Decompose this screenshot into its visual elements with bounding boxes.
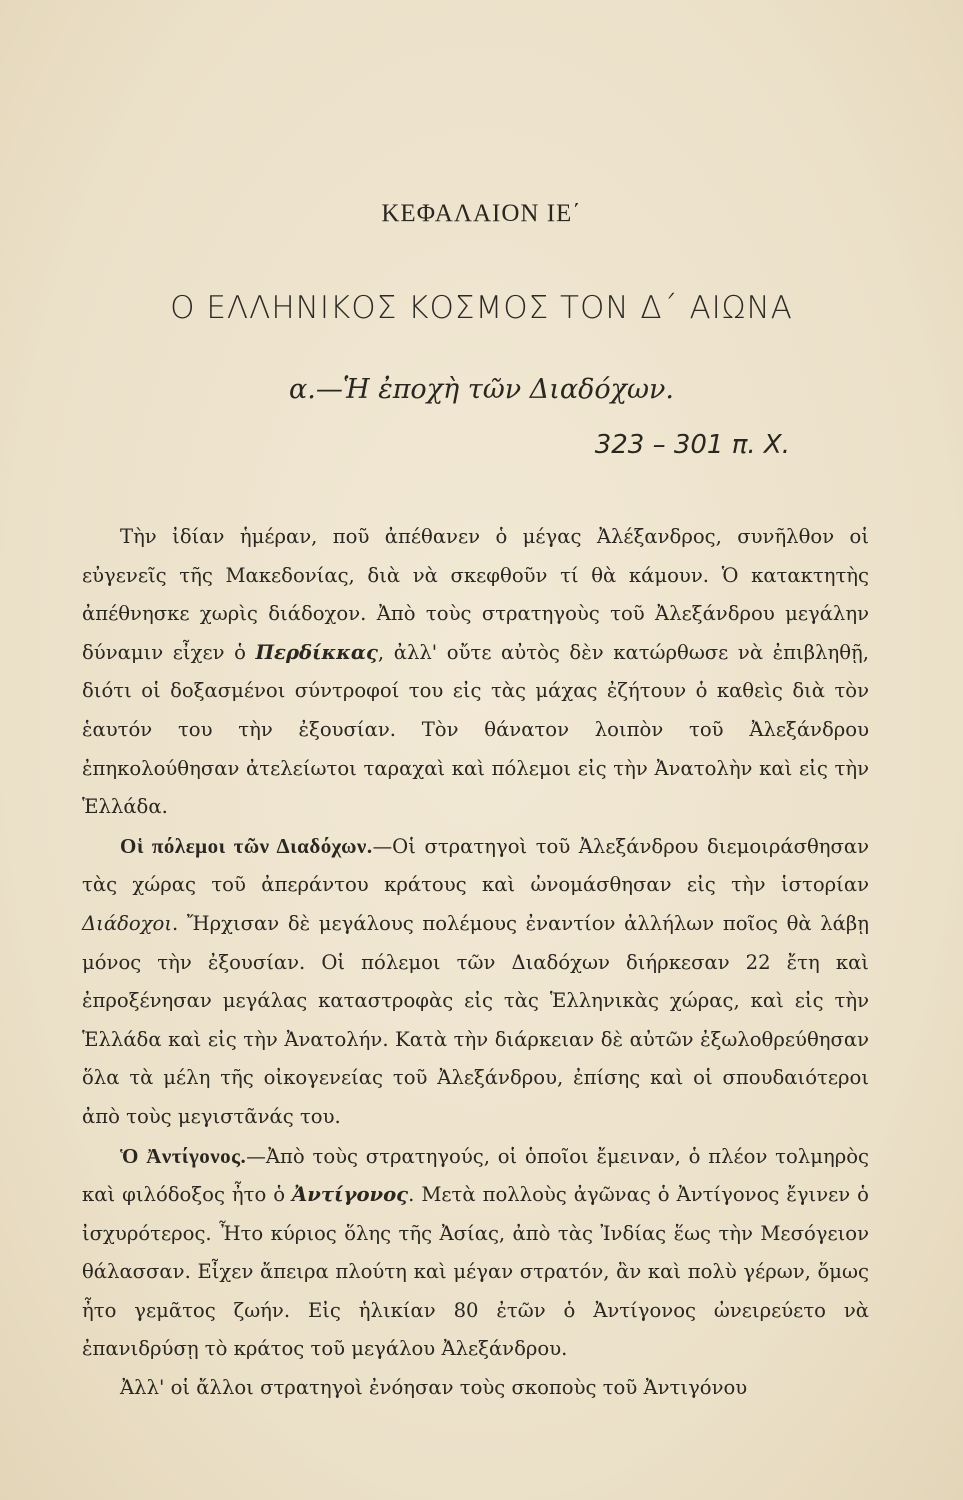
paragraph-text: Τὴν ἰδίαν ἡμέραν, ποῦ ἀπέθανεν ὁ μέγας Ἀλέξανδρος, συνῆλθον οἱ εὐγενεῖς τῆς Μακεδονίας, διὰ νὰ σκεφθοῦν τί θὰ κάμουν. Ὁ κατακτητὴς ἀπέθνησκε χωρὶς διάδοχον. Ἀπὸ τοὺς στρατηγοὺς τοῦ Ἀλεξάνδρου μεγάλην δύναμιν εἶχεν ὁ bbox=[82, 525, 869, 664]
section-subtitle: α.—Ἡ ἐποχὴ τῶν Διαδόχων. bbox=[289, 374, 674, 405]
paragraph-text: . Μετὰ πολλοὺς ἀγῶνας ὁ Ἀντίγονος ἔγινεν ὁ ἰσχυρότερος. Ἦτο κύριος ὅλης τῆς Ἀσίας, ἀπὸ τὰς Ἰνδίας ἕως τὴν Μεσόγειον θάλασσαν. Εἶχεν ἄπειρα πλούτη καὶ μέγαν στρατόν, ἂν καὶ πολὺ γέρων, ὅμως ἦτο γεμᾶτος ζωήν. Εἰς ἡλικίαν 80 ἐτῶν ὁ Ἀντίγονος ὠνειρεύετο νὰ ἐπανιδρύσῃ τὸ κράτος τοῦ μεγάλου Ἀλεξάνδρου. bbox=[82, 1183, 869, 1361]
paragraph-text: —Οἱ στρατηγοὶ τοῦ Ἀλεξάνδρου διεμοιράσθησαν τὰς χώρας τοῦ ἀπεράντου κράτους καὶ ὠνομάσθησαν εἰς τὴν ἱστορίαν bbox=[82, 834, 869, 897]
paragraph-text: . Ἤρχισαν δὲ μεγάλους πολέμους ἐναντίον ἀλλήλων ποῖος θὰ λάβῃ μόνος τὴν ἐξουσίαν. Οἱ πόλεμοι τῶν Διαδόχων διήρκεσαν 22 ἔτη καὶ ἐπροξένησαν μεγάλας καταστροφὰς εἰς τὰς Ἑλληνικὰς χώρας, καὶ εἰς τὴν Ἑλλάδα καὶ εἰς τὴν Ἀνατολήν. Κατὰ τὴν διάρκειαν δὲ αὐτῶν ἐξωλοθρεύθησαν ὅλα τὰ μέλη τῆς οἰκογενείας τοῦ Ἀλεξάνδρου, ἐπίσης καὶ οἱ σπουδαιότεροι ἀπὸ τοὺς μεγιστᾶνάς του. bbox=[82, 911, 869, 1128]
chapter-heading: ΚΕΦΑΛΑΙΟΝ ΙΕ΄ bbox=[381, 200, 582, 227]
paragraph-2 bbox=[82, 827, 869, 1137]
paragraph-3 bbox=[82, 1137, 869, 1370]
emphasized-name: Περδίκκας bbox=[255, 640, 378, 664]
date-range: 323 – 301 π. Χ. bbox=[594, 430, 790, 460]
paragraph-1 bbox=[82, 518, 869, 827]
chapter-title: Ο ΕΛΛΗΝΙΚΟΣ ΚΟΣΜΟΣ ΤΟΝ Δ΄ ΑΙΩΝΑ bbox=[170, 290, 793, 326]
emphasized-term: Διάδοχοι bbox=[82, 911, 173, 935]
paragraph-4 bbox=[82, 1369, 869, 1408]
paragraph-text: Ἀλλ' οἱ ἄλλοι στρατηγοὶ ἐνόησαν τοὺς σκοποὺς τοῦ Ἀντιγόνου bbox=[120, 1376, 748, 1400]
body-text bbox=[82, 518, 869, 1408]
paragraph-heading: Οἱ πόλεμοι τῶν Διαδόχων. bbox=[120, 833, 373, 858]
paragraph-heading: Ὁ Ἀντίγονος. bbox=[120, 1143, 247, 1168]
emphasized-name: Ἀντίγονος bbox=[292, 1183, 409, 1207]
paragraph-text: —Ἀπὸ τοὺς στρατηγούς, οἱ ὁποῖοι ἔμειναν, ὁ πλέον τολμηρὸς καὶ φιλόδοξος ἦτο ὁ bbox=[82, 1144, 869, 1207]
paragraph-text: , ἀλλ' οὔτε αὐτὸς δὲν κατώρθωσε νὰ ἐπιβληθῇ, διότι οἱ δοξασμένοι σύντροφοί του εἰς τὰς μάχας ἐζήτουν ὁ καθεὶς διὰ τὸν ἑαυτόν του τὴν ἐξουσίαν. Τὸν θάνατον λοιπὸν τοῦ Ἀλεξάνδρου ἐπηκολούθησαν ἀτελείωτοι ταραχαὶ καὶ πόλεμοι εἰς τὴν Ἀνατολὴν καὶ εἰς τὴν Ἑλλάδα. bbox=[82, 640, 869, 819]
